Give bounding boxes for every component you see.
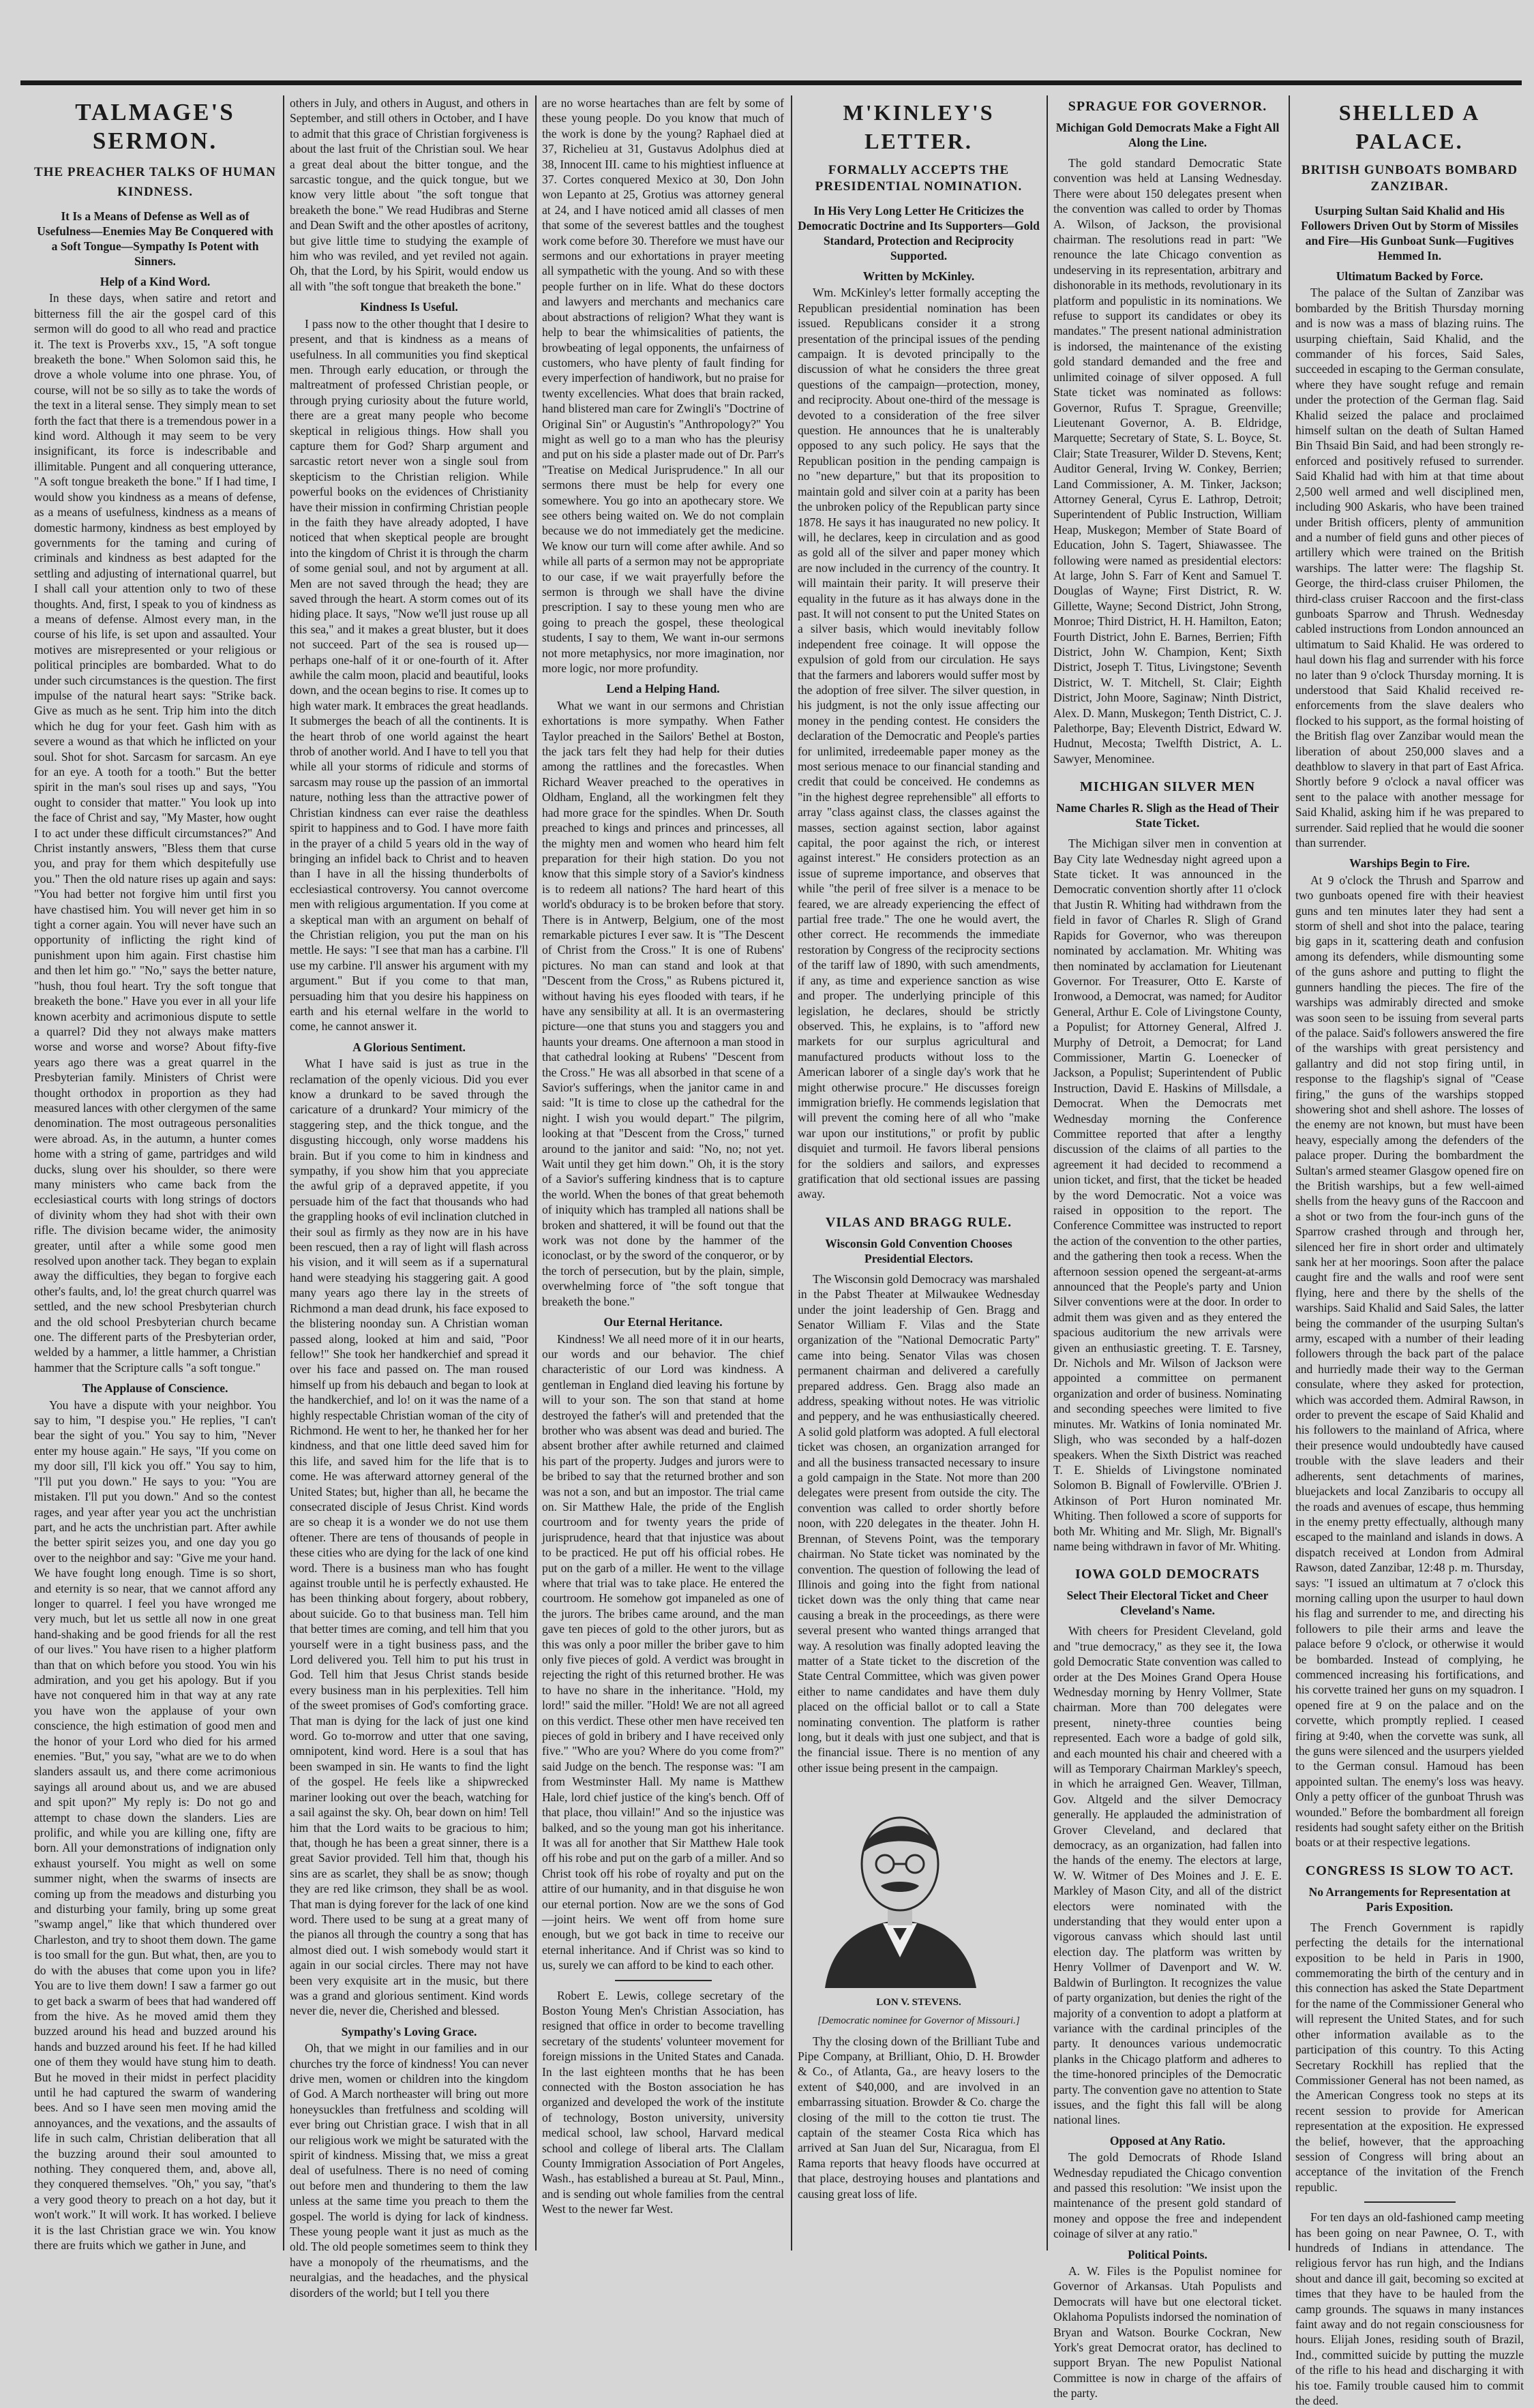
column-talmage-cont <box>290 95 528 2300</box>
body-zanzibar-2: At 9 o'clock the Thrush and Sparrow and two gunboats opened fire with their heaviest guns and ten minutes later they had sent a storm of shell and shot into the palace, tearing big gaps in it, scattering death and confusion among its defenders, while dismounting some of the guns ashore and putting to flight the gunners handling the pieces. The fire of the warships was admirably directed and smoke was soon seen to be issuing from several parts of the palace. Said's followers answered the fire of the warships with great persistency and gallantry and did not stop firing until, in response to the flagship's signal of "Cease firing," the guns of the warships stopped showering shot and shell ashore. The losses of the enemy are not known, but must have been heavy, especially among the defenders of the palace proper. During the bombardment the Sultan's armed steamer Glasgow opened fire on the British warships, but a few well-aimed shells from the heavy guns of the Raccoon and a shot or two from the four-inch guns of the Sparrow crashed through and through her, silenced her fire in short order and ultimately sank her at her moorings. Soon after the palace caught fire and the walls and roof were sent flying, here and there by the shells of the warships. Said Khalid and Said Sales, the latter being the commander of the usurping Sultan's army, escaped with a number of their leading followers through the back part of the palace and hurriedly made their way to the German consulate, where they asked for protection, which was accorded them. Admiral Rawson, in order to prevent the escape of Said Khalid and his followers to the mainland of Africa, where their presence would undoubtedly have caused trouble with the slave leaders and their adherents, sent detachments of marines, bluejackets and local Zanzibaris to occupy all the roads and avenues of escape, thus hemming in the enemy pretty effectually, although many escaped to the mainland and islands in dows. A dispatch received at London from Admiral Rawson, dated Zanzibar, 12:48 p. m. Thursday, says: "I issued an ultimatum at 7 o'clock this morning calling upon the usurper to haul down his flag and surrender to me, and directing his followers to pile their arms and leave the palace before 9 o'clock, or otherwise it would be bombarded. Instead of complying, he commenced increasing his fortifications, and his corvette trained her guns on my squadron. I opened fire at 9 on the palace and on the corvette, which promptly replied. I ceased firing at 9:40, when the corvette was sunk, all the guns were silenced and the usurpers yielded to the German consul. Hamoud has been appointed sultan. The enemy's loss was heavy. Only a petty officer of the gunboat Thrush was wounded." Before the bombardment all foreign residents had sought safety either on the British boats or at their respective legations. <box>1295 873 1524 1850</box>
body-misc-news-2: Thy the closing down of the Brilliant Tube and Pipe Company, at Brilliant, Ohio, D. H. Browder & Co., of Atlanta, Ga., are heavy losers to the extent of $40,000, and are involved in an embarrassing situation. Browder & Co. charge the closing of the mill to the cotton tie trust. The captain of the steamer Costa Rica which has arrived at San Juan del Sur, Nicaragua, from El Rama reports that heavy floods have occurred at that place, destroying houses and plantations and causing great loss of life. <box>798 2034 1040 2201</box>
subdeck-talmage: It Is a Means of Defense as Well as of Usefulness—Enemies May Be Conquered with a Soft Tongue—Sympathy Is Potent with Sinners. <box>37 209 273 268</box>
subhead-sympathy: Sympathy's Loving Grace. <box>341 2024 477 2038</box>
column-talmage-end <box>542 95 784 2251</box>
column-sprague <box>1053 95 1282 2401</box>
subhead-eternal-heritance: Our Eternal Heritance. <box>603 1315 723 1329</box>
body-talmage-5: What I have said is just as true in the reclamation of the openly vicious. Did you ever know a drunkard to be saved through the caricature of a drunkard? Your mimicry of the staggering step, and the thick tongue, and the disgusting hiccough, only worse maddens his brain. But if you come to him in kindness and sympathy, if you show him that you appreciate the awful grip of a depraved appetite, if you persuade him of the fact that thousands who had the grappling hooks of evil inclination clutched in their soul as firmly as they now are in his have been rescued, then a ray of light will flash across his vision, and it will seem as if a supernatural hand were steadying his staggering gait. A good many years ago there lay in the streets of Richmond a man dead drunk, his face exposed to the blistering noonday sun. A Christian woman passed along, looked at him and said, "Poor fellow!" She took her handkerchief and spread it over his face and passed on. The man roused himself up from his debauch and began to look at the handkerchief, and lo! on it was the name of a highly respectable Christian woman of the city of Richmond. He went to her, he thanked her for her kindness, and that one little deed saved him for this life, and saved him for the life that is to come. He was afterward attorney general of the United States; but, higher than all, he became the consecrated disciple of Jesus Christ. Kind words are so cheap it is a wonder we do not use them oftener. There are tens of thousands of people in these cities who are dying for the lack of one kind word. There is a business man who has fought against trouble until he is perfectly exhausted. He has been thinking about forgery, about robbery, about suicide. Go to that business man. Tell him that better times are coming, and tell him that you yourself were in a tight business pass, and the Lord delivered you. Tell him to put his trust in God. Tell him that Jesus Christ stands beside every business man in his perplexities. Tell him of the sweet promises of God's comforting grace. That man is dying for the lack of just one kind word. Go to-morrow and utter that one saving, omnipotent, kind word. Here is a soul that has been swamped in sin. He wants to find the light of the gospel. He feels like a shipwrecked mariner looking out over the beach, watching for a sail against the sky. Oh, bear down on him! Tell him that the Lord waits to be gracious to him; that, though he has been a great sinner, there is a great Savior provided. Tell him that, though his sins are as scarlet, they shall be as snow; though they are red like crimson, they shall be as wool. That man is dying forever for the lack of one kind word. There used to be sung at a great many of the pianos all through the country a song that has almost died out. I wish somebody would start it again in our social circles. There may not have been very exquisite art in the music, but there was a grand and glorious sentiment. Kind words never die, never die, Cherished and blessed. <box>290 1057 528 2018</box>
portrait-subcaption: [Democratic nominee for Governor of Missouri.] <box>817 2015 1020 2026</box>
body-congress: The French Government is rapidly perfecting the details for the international exposition to be held in Paris in 1900, commemorating the birth of the century and in this connection has asked the State Department for the name of the Commissioner General who will represent the United States, and for such other information available as to the participation of this country. To this Acting Secretary Rockhill has replied that the Commissioner General has not been named, as the American Congress took no steps at its recent session to provide for American representation at the exposition. He expressed the belief, however, that the approaching session of Congress will bring about an acceptance of the invitation of the French republic. <box>1295 1920 1524 2194</box>
headline-zanzibar: SHELLED A PALACE. <box>1338 100 1481 153</box>
body-zanzibar-1: The palace of the Sultan of Zanzibar was bombarded by the British Thursday morning and is now was a mass of blazing ruins. The usurping chieftain, Said Khalid, and the commander of his forces, Said Sales, succeeded in escaping to the German consulate, where they have sought refuge and remain under the protection of the German flag. Said Khalid seized the palace and proclaimed himself sultan on the death of Sultan Hamed Bin Thsaid Bin Said, and had been strongly re-enforced and positively refused to surrender. Said Khalid had with him at that time about 2,500 well armed and well disciplined men, including 900 Askaris, who have been trained under British officers, plenty of ammunition and a number of field guns and other pieces of artillery which were trained on the British warships. The latter were: The flagship St. George, the third-class cruiser Philomen, the third-class cruiser Raccoon and the first-class gunboats Sparrow and Thrush. Wednesday cabled instructions from London announced an ultimatum to Said Khalid. He was ordered to haul down his flag and surrender with his force no later than 9 o'clock Thursday morning. It is understood that Said Khalid received re-enforcements from the slave dealers who flocked to his support, as the formal hoisting of the British flag over Zanzibar would mean the liberation of about 250,000 slaves and a deathblow to slavery in that part of East Africa. Shortly before 9 o'clock a naval officer was sent to the palace with another message for Said Khalid, asking him if he was prepared to surrender. Said replied that he would die sooner than surrender. <box>1295 286 1524 850</box>
body-michigan-silver: The Michigan silver men in convention at Bay City late Wednesday night agreed upon a State ticket. It was announced in the Democratic convention shortly after 11 o'clock that Justin R. Whiting had withdrawn from the field in favor of Charles R. Sligh of Grand Rapids for Governor, who was thereupon nominated by acclamation. Mr. Whiting was then nominated by acclamation for Lieutenant Governor. For Treasurer, Otto E. Karste of Ironwood, a Democrat, was named; for Auditor General, Arthur E. Cole of Livingstone County, a Populist; for Attorney General, Alfred J. Murphy of Detroit, a Democrat; for Land Commissioner, Martin G. Loenecker of Jackson, a Populist; Superintendent of Public Instruction, David E. Haskins of Millsdale, a Democrat. When the Democrats met Wednesday morning the Conference Committee reported that after a lengthy discussion of the claims of all parties to the agreement it had decided to recommend a union ticket, and first, that the ticket be headed by the word Democratic. Not a voice was raised in opposition to the report. The Conference Committee was instructed to report the action of the convention to the other parties, and the gathering then took a recess. When the afternoon session opened the sergeant-at-arms announced that the People's party and Union Silver conventions were at the door. In order to admit them was given and as they entered the spacious auditorium the new arrivals were given an enthusiastic greeting. T. E. Tarsney, Dr. Nichols and Mr. Wilson of Jackson were appointed a committee on permanent organization and order of business. Nominating and seconding speeches were limited to five minutes. Mr. Watkins of Ionia nominated Mr. Sligh, who was seconded by a half-dozen speakers. When the Sixth District was reached T. E. Shields of Livingstone nominated Solomon B. Bignall of Fowlerville. O'Brien J. Atkinson of Port Huron nominated Mr. Whiting. Then followed a score of supports for both Mr. Whiting and Mr. Sligh, Mr. Bignall's name being withdrawn in favor of Mr. Whiting. <box>1053 837 1282 1553</box>
body-vilas-bragg: The Wisconsin gold Democracy was marshaled in the Pabst Theater at Milwaukee Wednesday under the joint leadership of Gen. Bragg and Senator William F. Vilas and the State organization of the "National Democratic Party" came into being. Senator Vilas was chosen permanent chairman and delivered a carefully prepared address. Gen. Bragg also made an address, speaking without notes. He was vitriolic and peppery, and he was enthusiastically cheered. A solid gold platform was adopted. A full electoral ticket was chosen, an organization arranged for and all the business transacted necessary to insure a gold campaign in the State. Not more than 200 delegates were present from outside the city. The convention was called to order shortly before noon, with 220 delegates in the theater. John H. Brennan, of Stevens Point, was the temporary chairman. No State ticket was nominated by the convention. The question of following the lead of Illinois and going into the fight from national ticket down was the only thing that came near causing a break in the proceedings, as there were several present who wanted things arranged that way. A resolution was finally adopted leaving the matter of a State ticket to the discretion of the State Central Committee, which was given power either to name candidates and have them duly placed on the official ballot or to call a State nominating convention. The platform is rather long, but it deals with just one subject, and that is the financial issue. There is no mention of any other issue being present in the campaign. <box>798 1271 1040 1775</box>
subdeck-mckinley: In His Very Long Letter He Criticizes the Democratic Doctrine and Its Supporters—Gold Standard, Protection and Reciprocity Supported. <box>798 204 1040 262</box>
deck-talmage: THE PREACHER TALKS OF HUMAN KINDNESS. <box>34 165 276 199</box>
subhead-warships: Warships Begin to Fire. <box>1349 856 1470 871</box>
headline-mckinley: M'KINLEY'S LETTER. <box>843 100 995 153</box>
column-mckinley <box>798 95 1040 2251</box>
section-divider <box>1364 2201 1456 2203</box>
headline-talmage: TALMAGE'S SERMON. <box>75 99 235 154</box>
column-divider <box>1289 95 1290 2251</box>
subdeck-michigan-silver: Name Charles R. Sligh as the Head of Their State Ticket. <box>1056 801 1279 830</box>
subhead-kindness-useful: Kindness Is Useful. <box>360 300 458 314</box>
deck-mckinley: FORMALLY ACCEPTS THE PRESIDENTIAL NOMINATION. <box>815 163 1023 194</box>
subhead-any-ratio: Opposed at Any Ratio. <box>1109 2133 1226 2148</box>
subhead-glorious-sentiment: A Glorious Sentiment. <box>352 1040 466 1054</box>
portrait-illustration <box>798 1784 1002 1988</box>
headline-iowa-gold: IOWA GOLD DEMOCRATS <box>1075 1567 1260 1582</box>
body-mckinley: Wm. McKinley's letter formally accepting the Republican presidential nomination has been issued. Republicans consider it a strong presentation of the principal issues of the pending campaign. It is devoted principally to the discussion of what he considers the three great questions of the campaign—protection, money, and reciprocity. About one-third of the message is devoted to a consideration of the free silver question. He announces that he is unalterably opposed to any such policy. He says that the Republican position in the pending campaign is no "new departure," but that its proposition to maintain gold and silver coin at a parity has been the unbroken policy of the Republican party since 1878. He says it has inaugurated no new policy. It will, he declares, keep in circulation and as good as gold all of the silver and paper money which are now included in the currency of the country. It will maintain their parity. It will preserve their equality in the future as it has always done in the past. It will not consent to put the United States on a silver basis, which would inevitably follow independent free coinage. It will oppose the expulsion of gold from our circulation. He says that the farmers and laborers would suffer most by the adoption of free silver. The silver question, in his judgment, is not the only issue affecting our money in the pending contest. He considers the declaration of the Democratic and People's parties for unlimited, irredeemable paper money as the most serious menace to our financial standing and credit that could be conceived. He condemns as "in the highest degree reprehensible" all efforts to array "class against class, the classes against the masses, section against section, labor against capital, the poor against the rich, or interest against interest." He considers protection as an issue of supreme importance, and observes that while "the peril of free silver is a menace to be feared, we are already experiencing the effect of partial free trade." The one he would avert, the other correct. He recommends the immediate restoration by Congress of the reciprocity sections of the tariff law of 1890, with such amendments, if any, as time and experience sanction as wise and proper. The underlying principle of this legislation, he declares, should be strictly observed. This, he explains, is to "afford new markets for our surplus agricultural and manufactured products without loss to the American laborer of a single day's work that he might otherwise procure." He discusses foreign immigration briefly. He commends legislation that will prevent the coming here of all who "make war upon our institutions," or profit by public disquiet and turmoil. He favors liberal pensions for the soldiers and sailors, and expresses gratification that old sectional issues are passing away. <box>798 286 1040 1201</box>
body-sprague: The gold standard Democratic State convention was held at Lansing Wednesday. There were about 150 delegates present when the convention was called to order by Thomas A. Wilson, of Jackson, the provisional chairman. The resolutions read in part: "We renounce the late Chicago convention as undeserving in its representation, arbitrary and dishonorable in its methods, revolutionary in its platform and populistic in its nominations. We refuse to support its candidates or obey its mandates." The present national administration is indorsed, the maintenance of the existing gold standard demanded and the free and unlimited coinage of silver opposed. A full State ticket was nominated as follows: Governor, Rufus T. Sprague, Greenville; Lieutenant Governor, A. B. Eldridge, Marquette; Secretary of State, S. L. Boyce, St. Clair; State Treasurer, Wilder D. Stevens, Kent; Auditor General, Irving W. Conkey, Berrien; Land Commissioner, A. M. Tinker, Jackson; Attorney General, Cyrus E. Lathrop, Detroit; Superintendent of Public Instruction, William Heap, Muskegon; Member of State Board of Education, John S. Tagert, Shiawassee. The following were named as presidential electors: At large, John S. Farr of Kent and Samuel T. Douglas of Wayne; First District, R. W. Gillette, Wayne; Second District, John Strong, Monroe; Third District, H. H. Hamilton, Eaton; Fourth District, John E. Barnes, Berrien; Fifth District, John W. Champion, Kent; Sixth District, Joseph T. Titus, Livingstone; Seventh District, W. T. Mitchell, St. Clair; Eighth District, John Moore, Saginaw; Ninth District, Alex. D. Mann, Muskegon; Tenth District, C. J. Palethorpe, Bay; Eleventh District, Edward W. Hudnut, Mecosta; Twelfth District, A. L. Sawyer, Menominee. <box>1053 156 1282 766</box>
body-talmage-6: Oh, that we might in our families and in our churches try the force of kindness! You can never drive men, women or children into the kingdom of God. A March northeaster will bring out more honeysuckles than fretfulness and scolding will ever bring out Christian grace. I wish that in all our religious work we might be saturated with the spirit of kindness. Missing that, we miss a great deal of usefulness. There is no need of coming out before men and thundering to them the law unless at the same time you preach to them the gospel. The world is dying for lack of kindness. These young people want it just as much as the old. The old people sometimes seem to think they have a monopoly of the rheumatisms, and the neuralgias, and the headaches, and the physical disorders of the world; but I tell you there <box>290 2041 528 2300</box>
body-talmage-4: I pass now to the other thought that I desire to present, and that is kindness as a means of usefulness. In all communities you find skeptical men. Through early education, or through the maltreatment of professed Christian people, or through prying curiosity about the future world, there are a great many people who become skeptical in religious things. How shall you capture them for God? Sharp argument and sarcastic retort never won a single soul from skepticism to the Christian religion. While powerful books on the evidences of Christianity have their mission in confirming Christian people in the faith they have already adopted, I have noticed that when skeptical people are brought into the kingdom of Christ it is through the charm of some genial soul, and not by argument at all. Men are not saved through the head; they are saved through the heart. A storm comes out of its hiding place. It says, "Now we'll just rouse up all this sea," and it makes a great bluster, but it does not succeed. Part of the sea is roused up—perhaps one-half of it or one-fourth of it. After awhile the calm moon, placid and beautiful, looks down, and the ocean begins to rise. It comes up to high water mark. It embraces the great headlands. It submerges the beach of all the continents. It is the heart throb of one world against the heart throb of another world. And I have to tell you that while all your storms of ridicule and storms of sarcasm may rouse up the passion of an immortal nature, nothing less than the attractive power of Christian kindness can ever raise the deathless spirit to happiness and to God. I have more faith in the prayer of a child 5 years old in the way of bringing an infidel back to Christ and to heaven than I have in all the hissing thunderbolts of ecclesiastical controversy. You cannot overcome men with religious argumentation. If you come at a skeptical man with an argument on behalf of the Christian religion, you put the man on his mettle. He says: "I see that man has a carbine. I'll use my carbine. I'll answer his argument with my argument." But if you come to that man, persuading him that you desire his happiness on earth and his eternal welfare in the world to come, he cannot answer it. <box>290 316 528 1034</box>
column-zanzibar <box>1295 95 1524 2408</box>
body-political-points: A. W. Files is the Populist nominee for Governor of Arkansas. Utah Populists and Democrats will have but one electoral ticket. Oklahoma Populists indorsed the nomination of Bryan and Watson. Bourke Cockran, New York's great Democrat orator, has declined to support Bryan. The new Populist National Committee is now in charge of the affairs of the party. <box>1053 2264 1282 2401</box>
body-talmage-8: What we want in our sermons and Christian exhortations is more sympathy. When Father Taylor preached in the Sailors' Bethel at Boston, the jack tars felt they had help for their duties among the rattlines and the forecastles. When Richard Weaver preached to the operatives in Oldham, England, all the workingmen felt they had more grace for the spindles. When Dr. South preached to kings and princes and princesses, all the mighty men and women who heard him felt preparation for their high station. Do you not know that this simple story of a Savior's kindness is to redeem all nations? The hard heart of this world's obduracy is to be broken before that story. There is in Antwerp, Belgium, one of the most remarkable pictures I ever saw. It is "The Descent of Christ from the Cross." It is one of Rubens' pictures. No man can stand and look at that "Descent from the Cross," as Rubens pictured it, without having his eyes flooded with tears, if he have any sensibility at all. It is an overmastering picture—one that stuns you and staggers you and haunts your dreams. One afternoon a man stood in that cathedral looking at Rubens' "Descent from the Cross." He was all absorbed in that scene of a Savior's sufferings, when the janitor came in and said: "It is time to close up the cathedral for the night. I wish you would depart." The pilgrim, looking at that "Descent from the Cross," turned around to the janitor and said: "No, no; not yet. Wait until they get him down." Oh, it is the story of a Savior's suffering kindness that is to capture the world. When the bones of that great behemoth of iniquity which has trampled all nations shall be broken and shattered, it will be found out that the work was not done by the hammer of the iconoclast, or by the sword of the conqueror, or by the torch of persecution, but by the plain, simple, overwhelming force of "the soft tongue that breaketh the bone." <box>542 698 784 1308</box>
headline-vilas-bragg: VILAS AND BRAGG RULE. <box>825 1214 1012 1230</box>
body-talmage-9: Kindness! We all need more of it in our hearts, our words and our behavior. The chief characteristic of our Lord was kindness. A gentleman in England died leaving his fortune by will to your son. The son that stand at home destroyed the father's will and pretended that the brother who was absent was dead and buried. The absent brother after awhile returned and claimed his part of the property. Judges and jurors were to be bribed to say that the returned brother and son was not a son, and but an impostor. The trial came on. Sir Matthew Hale, the pride of the English courtroom and for twenty years the pride of jurisprudence, heard that that injustice was about to be practiced. He put off his official robes. He put on the garb of a miller. He went to the village where that trial was to take place. He entered the courtroom. He somehow got impaneled as one of the jurors. The bribes came around, and the man gave ten pieces of gold to the other jurors, but as this was only a poor miller the briber gave to him only five pieces of gold. A verdict was brought in rejecting the right of this returned brother. He was to have no share in the inheritance. "Hold, my lord!" said the miller. "Hold! We are not all agreed on this verdict. These other men have received ten pieces of gold in bribery and I have received only five." "Who are you? Where do you come from?" said Judge on the bench. The response was: "I am from Westminster Hall. My name is Matthew Hale, lord chief justice of the king's bench. Off of that place, thou villain!" And so the injustice was balked, and so the young man got his inheritance. It was all for another that Sir Matthew Hale took off his robe and put on the garb of a miller. And so Christ took off his robe of royalty and put on the attire of our humanity, and in that disguise he won our eternal portion. Now are we the sons of God—joint heirs. We went off from home sure enough, but we got back in time to receive our eternal inheritance. And if Christ was so kind to us, surely we can afford to be kind to each other. <box>542 1331 784 1972</box>
headline-congress: CONGRESS IS SLOW TO ACT. <box>1305 1863 1514 1878</box>
subhead-helping-hand: Lend a Helping Hand. <box>606 682 720 696</box>
headline-sprague: SPRAGUE FOR GOVERNOR. <box>1068 99 1267 114</box>
column-divider <box>535 95 537 2251</box>
column-divider <box>1047 95 1048 2251</box>
subhead-kind-word: Help of a Kind Word. <box>100 275 211 288</box>
body-misc-news-3: For ten days an old-fashioned camp meeting has been going on near Pawnee, O. T., with hundreds of Indians in attendance. The religious fervor has run high, and the Indians shout and dance ill gait, becoming so excited at times that they have to be hauled from the camp grounds. The squaws in many instances faint away and do not regain consciousness for hours. Elijah Jones, residing south of Brazil, Ind., committed suicide by putting the muzzle of the rifle to his head and discharging it with his toe. Family trouble caused him to commit the deed. <box>1295 2210 1524 2408</box>
body-talmage-3: others in July, and others in August, and others in September, and still others in October, and I have to admit that this grace of Christian forgiveness is about the last fruit of the Christian soul. We hear a great deal about the bitter tongue, and the sarcastic tongue, and the quick tongue, but we know very little about "the soft tongue that breaketh the bone." We read Hudibras and Sterne and Dean Swift and the other apostles of acritony, but give little time to studying the example of him who was reviled, and yet reviled not again. Oh, that the Lord, by his Spirit, would endow us all with "the soft tongue that breaketh the bone." <box>290 96 528 293</box>
body-iowa-gold: With cheers for President Cleveland, gold and "true democracy," as they see it, the Iowa gold Democratic State convention was called to order at the Des Moines Grand Opera House Wednesday morning by Henry Vollmer, State chairman. More than 700 delegates were present, ninety-three counties being represented. Each wore a badge of gold silk, and each mounted his chair and cheered with a will as Temporary Chairman Markley's speech, in which he arraigned Gen. Weaver, Tillman, Gov. Altgeld and the silver Democracy generally. He applauded the administration of Grover Cleveland, and declared that democracy, as an organization, had fallen into the hands of the enemy. The electors at large, W. W. Witmer of Des Moines and J. E. E. Markley of Mason City, and all of the district electors were nominated with the understanding that they would enter upon a vigorous canvass which should last until election day. The platform was written by Henry Vollmer of Davenport and W. W. Baldwin of Burlington. It recognizes the value of party organization, but denies the right of the majority of a convention to adopt a platform at variance with the cardinal principles of the party. It denounces various undemocratic planks in the Chicago platform and adheres to the time-honored principles of the Democratic party. The convention gave no attention to State issues, and the fight this fall will be along national lines. <box>1053 1624 1282 2127</box>
headline-michigan-silver: MICHIGAN SILVER MEN <box>1079 779 1256 795</box>
subdeck-zanzibar: Usurping Sultan Said Khalid and His Followers Driven Out by Storm of Missiles and Fire—His Gunboat Sunk—Fugitives Hemmed In. <box>1301 204 1518 262</box>
subdeck-vilas-bragg: Wisconsin Gold Convention Chooses Presidential Electors. <box>825 1236 1012 1265</box>
deck-zanzibar: BRITISH GUNBOATS BOMBARD ZANZIBAR. <box>1301 163 1518 194</box>
subdeck-sprague: Michigan Gold Democrats Make a Fight All Along the Line. <box>1055 121 1280 149</box>
subhead-ultimatum: Ultimatum Backed by Force. <box>1336 269 1484 283</box>
body-talmage-1: In these days, when satire and retort and bitterness fill the air the gospel card of this sermon will do good to all who read and practice it. The text is Proverbs xxv., 15, "A soft tongue breaketh the bone." When Solomon said this, he drove a whole volume into one phrase. You, of course, will not be so silly as to take the words of the text in a literal sense. They simply mean to set forth the fact that there is a tremendous power in a kind word. Although it may seem to be very insignificant, its force is indescribable and illimitable. Pungent and all conquering utterance, "A soft tongue breaketh the bone." If I had time, I would show you kindness as a means of defense, as a means of usefulness, kindness as a means of domestic harmony, kindness as best employed by governments for the taming and curing of criminals and kindness as best adapted for the settling and adjusting of international quarrel, but I shall call your attention only to two of these thoughts. And, first, I speak to you of kindness as a means of defense. Almost every man, in the course of his life, is set upon and assaulted. Your motives are misrepresented or your religious or political principles are bombarded. What to do under such circumstances is the question. The first impulse of the natural heart says: "Strike back. Give as much as he sent. Trip him into the ditch which he dug for your feet. Gash him with as severe a wound as that which he inflicted on your soul. Shot for shot. Sarcasm for sarcasm. An eye for an eye. A tooth for a tooth." But the better spirit in the man's soul rises up and says, "You ought to consider that matter." You look up into the face of Christ and say, "My Master, how ought I to act under these difficult circumstances?" And Christ instantly answers, "Bless them that curse you, and pray for them which despitefully use you." Then the old nature rises up again and says: "You had better not forgive him until first you have chastised him. You will never get him in so tight a corner again. You will never have such an opportunity of inflicting the right kind of punishment upon him again. First chastise him and then let him go." "No," says the better nature, "hush, thou foul heart. Try the soft tongue that breaketh the bone." Have you ever in all your life known acerbity and acrimonious dispute to settle a quarrel? Did they not always make matters worse and worse and worse? About fifty-five years ago there was a great quarrel in the Presbyterian family. Ministers of Christ were thought orthodox in proportion as they had measured lances with other clergymen of the same denomination. The most outrageous personalities were abroad. As, in the autumn, a hunter comes home with a string of game, partridges and wild ducks, slung over his shoulder, so there were many ministers who came back from the ecclesiastical courts with long strings of doctors of divinity whom they had shot with their own rifle. The division became wider, the animosity greater, until after a while some good men resolved upon another tack. They began to explain away the difficulties, they began to forgive each other's faults, and, lo! the great church quarrel was settled, and the new school Presbyterian church and the old school Presbyterian church became one. The different parts of the Presbyterian order, welded by a hammer, a little hammer, a Christian hammer that the Scripture calls "a soft tongue." <box>34 291 276 1374</box>
body-talmage-2: You have a dispute with your neighbor. You say to him, "I despise you." He replies, "I can't bear the sight of you." You say to him, "Never enter my house again." He says, "If you come on my door sill, I'll kick you off." You say to him, "I'll put you down." He says to you: "You are mistaken. I'll put you down." And so the contest rages, and year after year you act the unchristian part, and he acts the unchristian part. After awhile the better spirit seizes you, and one day you go over to the neighbor and say: "Give me your hand. We have fought long enough. Time is so short, and eternity is so near, that we cannot afford any longer to quarrel. I feel you have wronged me very much, but let us settle all now in one great hand-shaking and be good friends for all the rest of our lives." You have risen to a higher platform than that on which before you stood. You win his admiration, and you get his apology. But if you have not conquered him in that way at any rate you have won the applause of your own conscience, the high estimation of good men and the honor of your Lord who died for his armed enemies. "But," you say, "what are we to do when slanders assault us, and there come acrimonious sayings all around about us, and we are abused and spit upon?" My reply is: Do not go and attempt to chase down the slanders. Lies are prolific, and while you are killing one, fifty are born. All your demonstrations of indignation only exhaust yourself. You might as well on some summer night, when the swarms of insects are coming up from the meadows and disturbing you and disturbing your family, bring up some great "swamp angel," like that which thundered over Charleston, and try to shoot them down. The game is too small for the gun. But what, then, are you to do with the abuses that come upon you in life? You are to live them down! I saw a farmer go out to get back a swarm of bees that had wandered off from the hive. As he moved amid them they buzzed around his head and buzzed around his hands and buzzed around his feet. If he had killed one of them they would have stung him to death. But he moved in their midst in perfect placidity until he had captured the swarm of wandering bees. And so I have seen men moving amid the annoyances, and the vexations, and the assaults of life in such calm, Christian deliberation that all the buzzing around their soul amounted to nothing. They conquered them, and, above all, they conquered themselves. "Oh," you say, "that's a very good theory to preach on a hot day, but it won't work." It will work. It has worked. I believe it is the last Christian grace we win. You know there are fruits which we gather in June, and <box>34 1398 276 2252</box>
portrait-caption: LON V. STEVENS. <box>876 1996 961 2008</box>
byline-mckinley: Written by McKinley. <box>862 269 975 283</box>
subdeck-iowa-gold: Select Their Electoral Ticket and Cheer Cleveland's Name. <box>1066 1589 1269 1618</box>
column-divider <box>283 95 284 2251</box>
subdeck-congress: No Arrangements for Representation at Paris Exposition. <box>1308 1884 1511 1914</box>
top-rule <box>20 80 1522 85</box>
column-talmage <box>34 95 276 2251</box>
section-divider <box>615 1980 712 1981</box>
subhead-conscience: The Applause of Conscience. <box>82 1381 228 1396</box>
body-misc-news: Robert E. Lewis, college secretary of the Boston Young Men's Christian Association, has resigned that office in order to become travelling secretary of the students' volunteer movement for foreign missions in the United States and Canada. In the last eighteen months that he has been connected with the Boston association he has organized and developed the work of the institute of technology, Boston university, university medical school, law school, Harvard medical school and college of liberal arts. The Clallam County Immigration Association of Port Angeles, Wash., has established a bureau at St. Paul, Minn., and is sending out whole families from the central West to the newer far West. <box>542 1988 784 2216</box>
body-any-ratio: The gold Democrats of Rhode Island Wednesday repudiated the Chicago convention and passed this resolution: "We insist upon the maintenance of the present gold standard of money and oppose the free and independent coinage of silver at any ratio." <box>1053 2150 1282 2241</box>
subhead-political-points: Political Points. <box>1128 2247 1207 2261</box>
body-talmage-7: are no worse heartaches than are felt by some of these young people. Do you know that much of the work is done by the young? Raphael died at 37, Richelieu at 31, Gustavus Adolphus died at 38, Innocent III. came to his mightiest influence at 37. Cortes conquered Mexico at 30, Don John won Lepanto at 25, Grotius was attorney general at 24, and I have noticed amid all classes of men that some of the severest battles and the toughest work come before 30. Therefore we must have our sermons and our exhortations in prayer meeting all sympathetic with the young. And so with these people further on in life. What do these doctors and lawyers and merchants and mechanics care about abstractions of religion? What they want is help to bear the whimsicalities of patients, the browbeating of legal opponents, the unfairness of customers, who have plenty of fault finding for every imperfection of handiwork, but no praise for twenty excellencies. What does that brain racked, hand blistered man care for Zwingli's "Doctrine of Original Sin" or Augustin's "Anthropology?" You might as well go to a man who has the pleurisy and put on his side a plaster made out of Dr. Parr's "Treatise on Medical Jurisprudence." In all our sermons there must be help for every one somewhere. You go into an apothecary store. We see others being waited on. We do not complain because we do not immediately get the medicine. We know our turn will come after awhile. And so while all parts of a sermon may not be appropriate to our case, if we wait prayerfully before the sermon is through we shall have the divine prescription. I say to these young men who are going to preach the gospel, these theological students, I say to them, We want in-our sermons not more metaphysics, nor more imagination, nor more logic, nor more profundity. <box>542 96 784 676</box>
column-divider <box>791 95 792 2251</box>
